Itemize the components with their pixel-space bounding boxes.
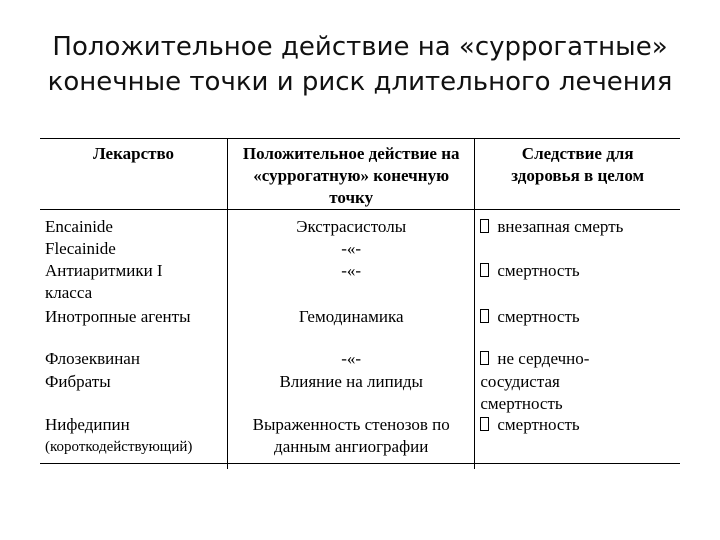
consequence-mortality-1 — [480, 261, 579, 281]
title-line-2: конечные точки и риск длительного лечения — [47, 67, 673, 97]
effect-ditto-3: -«- — [341, 349, 362, 368]
slide-title — [0, 30, 720, 100]
drug-nifedipine-note: (короткодействующий) — [45, 439, 193, 455]
checkbox-glyph-icon — [480, 417, 489, 431]
drug-encainide: Encainide — [45, 217, 113, 236]
consequence-sudden-death — [480, 217, 623, 237]
consequence-column — [475, 210, 680, 470]
effect-ditto-2: -«- — [341, 261, 362, 280]
drug-column — [40, 210, 228, 470]
title-line-1: Положительное действие на «суррогатные» — [52, 32, 668, 62]
table-row — [40, 210, 680, 470]
effect-angiography: данным ангиографии — [274, 437, 429, 456]
effect-extrasystoles: Экстрасистолы — [296, 217, 407, 236]
effect-hemodynamics: Гемодинамика — [298, 307, 404, 326]
consequence-text: не сердечно- — [497, 349, 590, 368]
drug-flecainide: Flecainide — [45, 239, 116, 258]
consequence-mortality-2 — [480, 307, 579, 327]
header-consequence-text: Следствие для здоровья в целом — [511, 144, 645, 185]
effect-column — [228, 210, 475, 470]
drug-antiarrhythmics-class: класса — [45, 283, 93, 302]
header-drug: Лекарство — [40, 138, 228, 210]
header-effect — [228, 138, 475, 210]
checkbox-glyph-icon — [480, 351, 489, 365]
drug-nifedipine: Нифедипин — [45, 415, 130, 434]
consequence-text: внезапная смерть — [497, 217, 624, 236]
consequence-text: смертность — [497, 307, 580, 326]
drug-table — [40, 138, 680, 469]
effect-stenosis: Выраженность стенозов по — [252, 415, 450, 434]
checkbox-glyph-icon — [480, 263, 489, 277]
header-consequence — [475, 138, 680, 210]
drug-fibrates: Фибраты — [45, 372, 111, 391]
consequence-noncardio — [480, 349, 589, 369]
drug-inotropic: Инотропные агенты — [45, 307, 191, 326]
table-header-row — [40, 138, 680, 210]
effect-lipids: Влияние на липиды — [279, 372, 423, 391]
consequence-noncardio-3: смертность — [480, 394, 563, 413]
drug-flosequinan: Флозеквинан — [45, 349, 140, 368]
header-effect-text: Положительное действие на «суррогатную» конечную точку — [242, 144, 460, 207]
drug-antiarrhythmics: Антиаритмики I — [45, 261, 163, 280]
checkbox-glyph-icon — [480, 309, 489, 323]
consequence-noncardio-2: сосудистая — [480, 372, 560, 391]
consequence-text: смертность — [497, 261, 580, 280]
consequence-text: смертность — [497, 415, 580, 434]
effect-ditto-1: -«- — [341, 239, 362, 258]
consequence-mortality-3 — [480, 415, 579, 435]
checkbox-glyph-icon — [480, 219, 489, 233]
